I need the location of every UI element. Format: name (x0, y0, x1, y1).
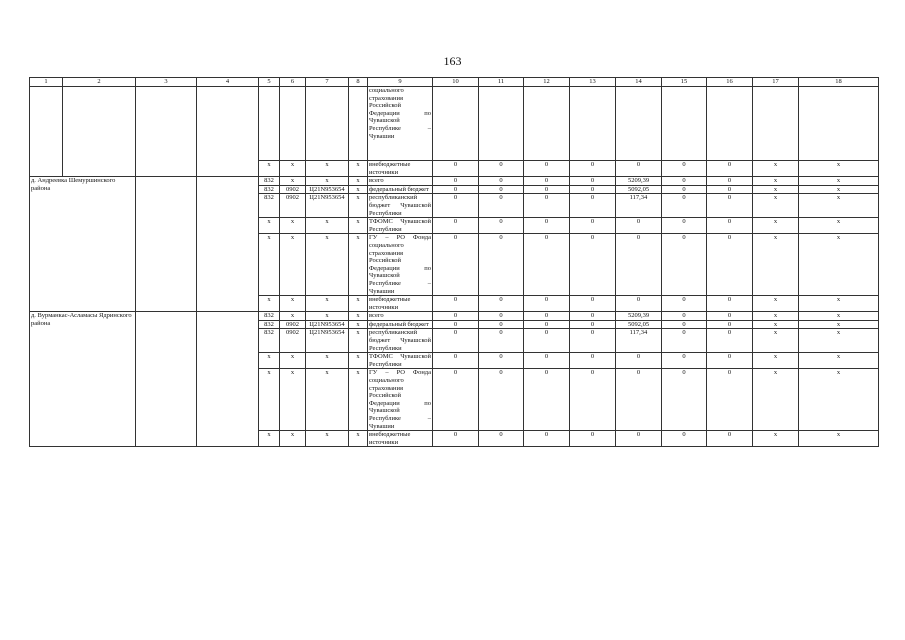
table-cell: 0 (524, 234, 570, 296)
table-cell: 117,34 (616, 194, 662, 218)
table-cell: 0 (707, 218, 753, 234)
table-cell (616, 87, 662, 161)
table-cell: 0 (662, 369, 707, 431)
table-cell: x (753, 431, 799, 447)
table-cell: x (259, 369, 280, 431)
table-cell: 0 (570, 320, 616, 329)
table-cell: Ц21N953654 (306, 320, 349, 329)
table-cell: x (280, 369, 306, 431)
table-cell: 0 (433, 296, 479, 312)
table-cell (662, 87, 707, 161)
table-cell: 0 (433, 312, 479, 321)
continuation-left (63, 87, 136, 177)
column-header: 1 (30, 78, 63, 87)
table-cell: 0 (570, 194, 616, 218)
table-cell: x (799, 329, 879, 353)
table-cell: 0 (479, 353, 524, 369)
table-cell: x (799, 185, 879, 194)
table-cell: x (306, 218, 349, 234)
table-cell: x (753, 161, 799, 177)
column-header: 14 (616, 78, 662, 87)
table-cell: 0 (433, 177, 479, 186)
column-header: 13 (570, 78, 616, 87)
table-cell: 0 (707, 353, 753, 369)
table-cell: x (349, 312, 368, 321)
table-cell: внебюджетные источники (368, 296, 433, 312)
table-cell: x (799, 353, 879, 369)
table-cell: 0 (433, 329, 479, 353)
column-header: 15 (662, 78, 707, 87)
table-cell: 0 (662, 296, 707, 312)
table-cell: 0 (662, 194, 707, 218)
table-cell: 0 (479, 296, 524, 312)
table-cell (280, 87, 306, 161)
table-cell: 0 (524, 161, 570, 177)
continuation-left (197, 87, 259, 177)
table-cell: 0902 (280, 329, 306, 353)
table-cell: 0 (433, 353, 479, 369)
table-cell: x (753, 185, 799, 194)
table-cell: 0 (524, 369, 570, 431)
table-cell: 0 (433, 161, 479, 177)
column-header: 10 (433, 78, 479, 87)
table-cell: 832 (259, 177, 280, 186)
table-cell: 0 (479, 194, 524, 218)
table-cell: x (753, 320, 799, 329)
table-cell: 832 (259, 312, 280, 321)
table-cell: 0 (662, 312, 707, 321)
column-header: 8 (349, 78, 368, 87)
table-cell: x (349, 161, 368, 177)
table-cell: x (259, 353, 280, 369)
table-cell: x (259, 218, 280, 234)
table-cell: 0 (570, 296, 616, 312)
column-header: 18 (799, 78, 879, 87)
table-cell: 832 (259, 194, 280, 218)
table-cell: 0 (524, 194, 570, 218)
table-cell: x (349, 329, 368, 353)
table-cell: x (799, 177, 879, 186)
table-cell: x (349, 296, 368, 312)
table-cell (433, 87, 479, 161)
table-cell: Ц21N953654 (306, 185, 349, 194)
table-cell: x (349, 185, 368, 194)
table-cell (524, 87, 570, 161)
header-row (30, 78, 879, 87)
table-cell: x (799, 312, 879, 321)
table-cell: 0 (662, 320, 707, 329)
table-cell: x (349, 320, 368, 329)
table-cell: 0 (524, 329, 570, 353)
empty-cell (136, 312, 197, 447)
table-cell: 0 (433, 320, 479, 329)
table-cell: 0 (570, 431, 616, 447)
table-cell: x (280, 218, 306, 234)
table-cell: 0 (433, 369, 479, 431)
table-cell: 0 (433, 185, 479, 194)
table-cell: 0 (479, 234, 524, 296)
table-cell: 0 (707, 329, 753, 353)
table-cell: 0 (662, 431, 707, 447)
budget-table (29, 77, 879, 447)
table-cell: 832 (259, 329, 280, 353)
table-cell: 0 (433, 431, 479, 447)
table-cell: x (306, 353, 349, 369)
table-cell: 0 (570, 353, 616, 369)
table-cell: 0 (662, 353, 707, 369)
table-cell: 0902 (280, 194, 306, 218)
table-cell: x (306, 312, 349, 321)
table-cell (349, 87, 368, 161)
table-cell: 0 (524, 431, 570, 447)
table-cell: x (280, 161, 306, 177)
table-cell: x (259, 161, 280, 177)
table-cell: x (799, 320, 879, 329)
table-cell (707, 87, 753, 161)
table-cell: 0 (570, 312, 616, 321)
empty-cell (136, 177, 197, 312)
table-cell: ГУ – РО Фонда социального страхования Российской Федерации по Чувашской Республике – Чувашии (369, 369, 431, 430)
table-cell: x (280, 431, 306, 447)
table-cell: x (280, 234, 306, 296)
table-cell: 0902 (280, 185, 306, 194)
table-cell (753, 87, 799, 161)
table-cell: 0 (616, 161, 662, 177)
table-cell: 0 (524, 218, 570, 234)
table-cell: x (259, 431, 280, 447)
table-cell: 0 (616, 353, 662, 369)
empty-cell (197, 177, 259, 312)
table-cell: 0 (433, 218, 479, 234)
table-cell: x (306, 431, 349, 447)
table-cell: x (349, 353, 368, 369)
continuation-left (136, 87, 197, 177)
table-cell: всего (368, 312, 433, 321)
table-cell: 0 (479, 161, 524, 177)
table-cell: x (799, 296, 879, 312)
table-cell: x (799, 431, 879, 447)
table-cell: 0 (616, 296, 662, 312)
table-cell: 0 (662, 185, 707, 194)
table-cell: x (799, 234, 879, 296)
column-header: 5 (259, 78, 280, 87)
table-cell: x (349, 177, 368, 186)
table-cell: 0902 (280, 320, 306, 329)
column-header: 4 (197, 78, 259, 87)
table-cell: ГУ – РО Фонда социального страхования Российской Федерации по Чувашской Республике – Чувашии (369, 234, 431, 295)
table-cell: 0 (662, 218, 707, 234)
continuation-left (30, 87, 63, 177)
table-cell: 0 (662, 329, 707, 353)
table-cell: 0 (524, 312, 570, 321)
table-cell: социального страхования Российской Федерации по Чувашской Республике – Чувашии (368, 87, 433, 161)
table-cell: x (753, 296, 799, 312)
table-cell: 0 (707, 177, 753, 186)
column-header: 6 (280, 78, 306, 87)
table-cell: 0 (524, 296, 570, 312)
table-cell: x (753, 194, 799, 218)
table-cell: x (280, 177, 306, 186)
table-cell: внебюджетные источники (368, 431, 433, 447)
table-cell: республиканский бюджет Чувашской Республики (369, 329, 431, 352)
table-cell: x (306, 177, 349, 186)
table-cell: 0 (479, 312, 524, 321)
table-cell: ТФОМС Чувашской Республики (369, 353, 431, 368)
settlement-name: д. Андреевка Шемуршинского района (30, 177, 136, 312)
table-cell: Ц21N953654 (306, 194, 349, 218)
table-cell: 0 (707, 312, 753, 321)
table-cell: 0 (524, 177, 570, 186)
table-cell: x (306, 369, 349, 431)
table-cell: 0 (570, 369, 616, 431)
table-cell: x (306, 234, 349, 296)
table-cell: 0 (479, 177, 524, 186)
table-cell: x (349, 194, 368, 218)
table-cell: 0 (707, 296, 753, 312)
table-cell: x (259, 296, 280, 312)
table-cell: x (799, 161, 879, 177)
table-cell: 0 (707, 431, 753, 447)
column-header: 17 (753, 78, 799, 87)
table-cell: x (280, 312, 306, 321)
table-cell: 0 (570, 329, 616, 353)
table-cell: x (753, 312, 799, 321)
table-cell: 0 (707, 185, 753, 194)
table-row (30, 87, 879, 161)
table-cell: 0 (479, 218, 524, 234)
table-cell: 0 (570, 161, 616, 177)
table-cell: 0 (662, 161, 707, 177)
table-cell: x (280, 296, 306, 312)
table-cell: x (753, 369, 799, 431)
table-cell: x (799, 369, 879, 431)
table-cell: 0 (662, 177, 707, 186)
table-cell (799, 87, 879, 161)
column-header: 9 (368, 78, 433, 87)
table-cell: республиканский бюджет Чувашской Республики (369, 194, 431, 217)
table-cell: федеральный бюджет (368, 185, 433, 194)
table-cell: 5092,05 (616, 185, 662, 194)
column-header: 3 (136, 78, 197, 87)
table-cell: 0 (662, 234, 707, 296)
table-cell: 0 (479, 320, 524, 329)
table-cell: 0 (707, 320, 753, 329)
table-cell (259, 87, 280, 161)
table-cell: всего (368, 177, 433, 186)
column-header: 7 (306, 78, 349, 87)
column-header: 12 (524, 78, 570, 87)
table-cell: x (753, 234, 799, 296)
table-cell: 832 (259, 320, 280, 329)
table-cell: 117,34 (616, 329, 662, 353)
table-cell: Ц21N953654 (306, 329, 349, 353)
table-cell: 0 (570, 185, 616, 194)
table-cell: x (349, 431, 368, 447)
table-cell: 0 (707, 234, 753, 296)
table-cell: 0 (479, 369, 524, 431)
table-cell: федеральный бюджет (368, 320, 433, 329)
table-cell: ТФОМС Чувашской Республики (369, 218, 431, 233)
table-cell: 0 (616, 234, 662, 296)
table-cell: 832 (259, 185, 280, 194)
column-header: 11 (479, 78, 524, 87)
table-cell: 0 (570, 234, 616, 296)
empty-cell (197, 312, 259, 447)
table-cell: 0 (433, 234, 479, 296)
table-cell: x (349, 218, 368, 234)
table-cell: внебюджетные источники (368, 161, 433, 177)
table-row (30, 312, 879, 321)
table-cell: 0 (707, 194, 753, 218)
settlement-name: д. Вурманкас-Асламасы Ядринского района (30, 312, 136, 447)
table-cell: x (753, 177, 799, 186)
table-cell (306, 87, 349, 161)
page-number: 163 (443, 54, 462, 68)
table-cell: 5092,05 (616, 320, 662, 329)
table-cell: 0 (524, 185, 570, 194)
table-cell: x (306, 161, 349, 177)
table-cell: 0 (616, 218, 662, 234)
table-row (30, 177, 879, 186)
table-cell: 0 (616, 369, 662, 431)
table-cell: 0 (570, 177, 616, 186)
table-cell: 5209,39 (616, 312, 662, 321)
table-cell: 0 (524, 353, 570, 369)
table-cell: x (349, 234, 368, 296)
table-cell: x (753, 218, 799, 234)
table-cell: 0 (570, 218, 616, 234)
table-cell: x (280, 353, 306, 369)
table-cell (570, 87, 616, 161)
table-cell (479, 87, 524, 161)
column-header: 16 (707, 78, 753, 87)
column-header: 2 (63, 78, 136, 87)
table-cell: 0 (433, 194, 479, 218)
table-cell: x (799, 218, 879, 234)
table-cell: 0 (524, 320, 570, 329)
table-cell: 5209,39 (616, 177, 662, 186)
table-cell: x (753, 353, 799, 369)
table-cell: 0 (479, 431, 524, 447)
table-cell: 0 (479, 329, 524, 353)
table-cell: x (306, 296, 349, 312)
table-cell: x (259, 234, 280, 296)
table-cell: 0 (707, 161, 753, 177)
table-cell: 0 (616, 431, 662, 447)
table-cell: x (753, 329, 799, 353)
table-cell: x (349, 369, 368, 431)
table-cell: x (799, 194, 879, 218)
table-cell: 0 (479, 185, 524, 194)
table-cell: 0 (707, 369, 753, 431)
